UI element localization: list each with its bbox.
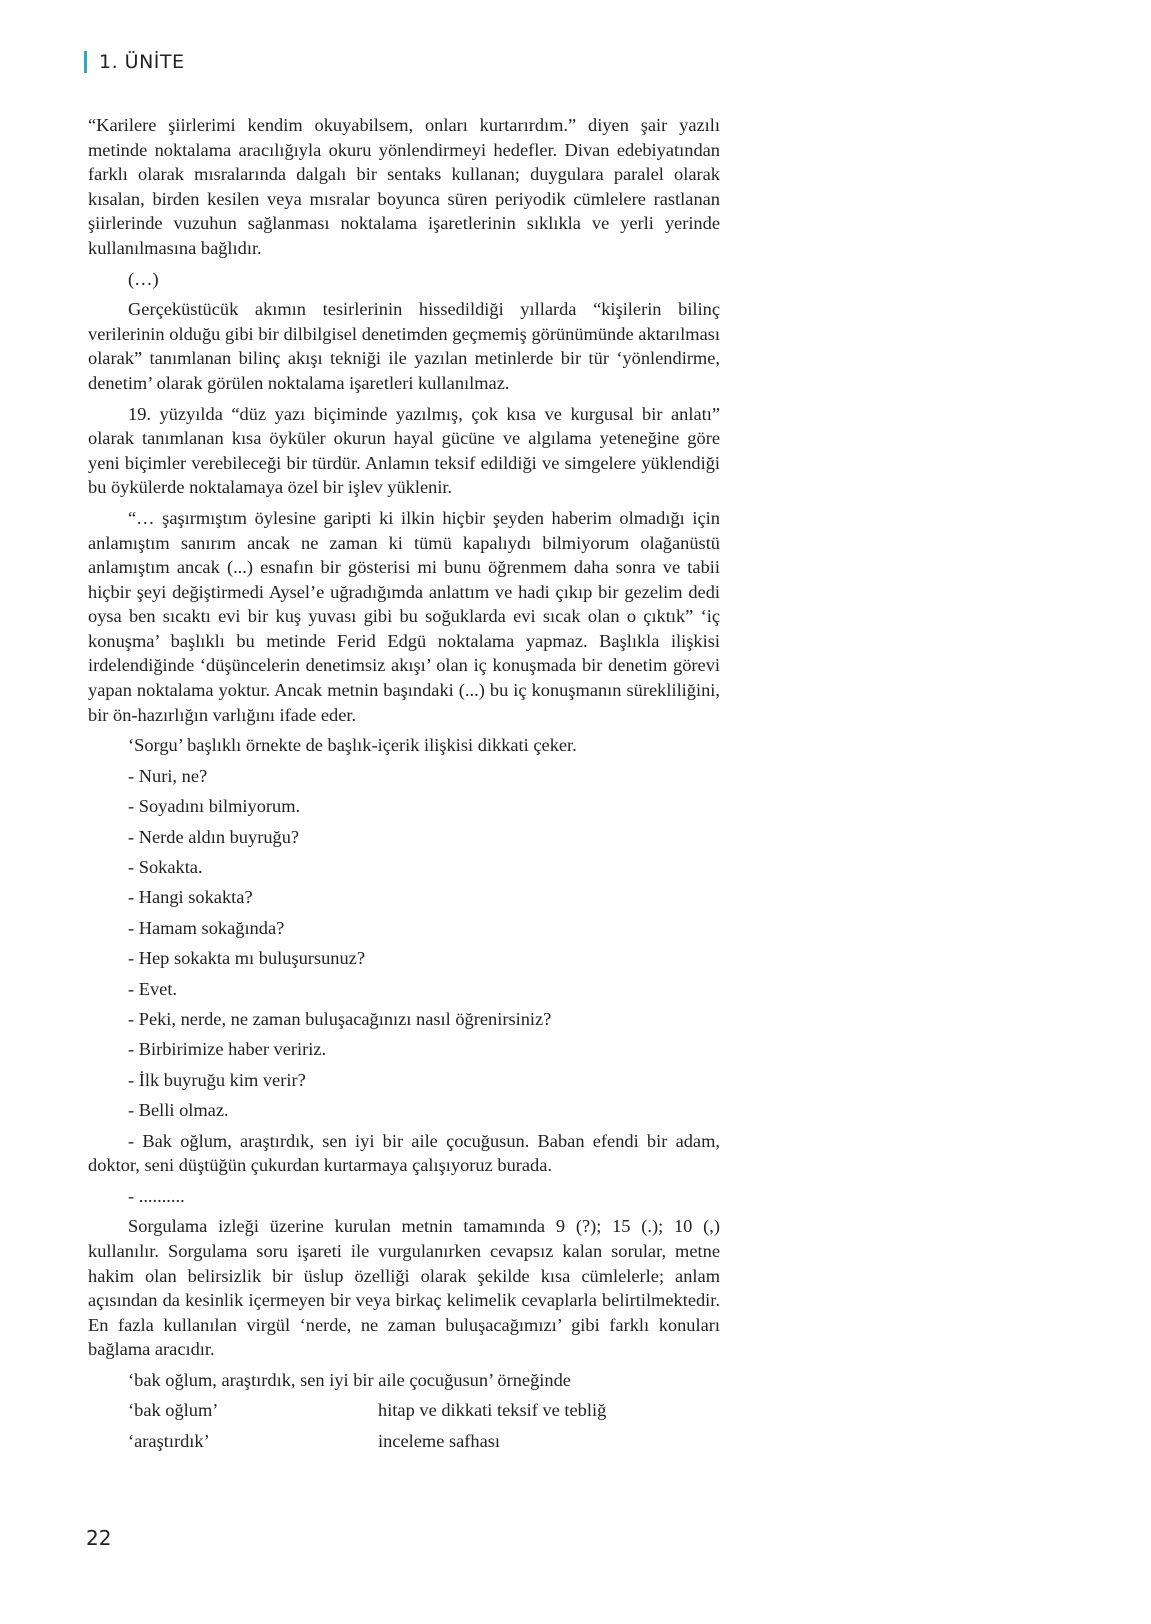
paragraph-1: “Karilere şiirlerimi kendim okuyabilsem, onları kurtarırdım.” diyen şair yazılı metinde noktalama aracılığıyla okuru yönlendirmeyi hedefler. Divan edebiyatından farklı olarak mısralarında dalgalı bir sentaks kullanan; duygulara paralel olarak kısalan, birden kesilen veya mısralar boyunca süren periyodik cümlelere rastlanan şiirlerinde vuzuhun sağlanması noktalama işaretlerinin sıklıkla ve yerli yerinde kullanılmasına bağlıdır. — [88, 115, 720, 258]
page-content — [88, 113, 720, 1459]
dialogue-long-line: - Bak oğlum, araştırdık, sen iyi bir aile çocuğusun. Baban efendi bir adam, doktor, seni düştüğün çukurdan kurtarmaya çalışıyoruz burada. — [88, 1130, 720, 1176]
paragraph-5: ‘Sorgu’ başlıklı örnekte de başlık-içerik ilişkisi dikkati çeker. — [128, 735, 577, 756]
dialogue-line: - Birbirimize haber veririz. — [128, 1039, 327, 1060]
dialogue-line: - Soyadını bilmiyorum. — [128, 796, 301, 817]
analysis-paragraph: Sorgulama izleği üzerine kurulan metnin tamamında 9 (?); 15 (.); 10 (,) kullanılır. Sorgulama soru işareti ile vurgulanırken cevapsız kalan sorular, metne hakim olan belirsizlik bir üslup özelliği olarak şekilde kısa cümlelerle; anlam açısından da kesinlik içermeyen bir veya birkaç kelimelik cevaplarla belirtilmektedir. En fazla kullanılan virgül ‘nerde, ne zaman buluşacağımızı’ gibi farklı konuları bağlama aracıdır. — [88, 1216, 720, 1360]
dialogue-line: - İlk buyruğu kim verir? — [128, 1069, 306, 1090]
dialogue-line: - Hep sokakta mı buluşursunuz? — [128, 948, 365, 969]
dialogue-line: - Nuri, ne? — [128, 765, 208, 786]
term: ‘bak oğlum’ — [128, 1400, 219, 1421]
dialogue-list — [88, 764, 720, 1122]
unit-header — [84, 50, 185, 74]
dialogue-line: - Evet. — [128, 978, 178, 999]
term-meaning: hitap ve dikkati teksif ve tebliğ — [378, 1400, 607, 1421]
term-pair — [88, 1429, 720, 1453]
dialogue-line: - Peki, nerde, ne zaman buluşacağınızı nasıl öğrenirsiniz? — [128, 1008, 552, 1029]
term-pair — [88, 1398, 720, 1422]
dialogue-line: - Sokakta. — [128, 857, 203, 878]
paragraph-2: Gerçeküstücük akımın tesirlerinin hissedildiği yıllarda “kişilerin bilinç verilerinin olduğu gibi bir dilbilgisel denetimden geçmemiş görünümünde aktarılması olarak” tanımlanan bilinç akışı tekniği ile yazılan metinlerde bir tür ‘yönlendirme, denetim’ olarak görülen noktalama işaretleri kullanılmaz. — [88, 299, 720, 393]
dialogue-line: - Hangi sokakta? — [128, 887, 253, 908]
paragraph-3: 19. yüzyılda “düz yazı biçiminde yazılmış, çok kısa ve kurgusal bir anlatı” olarak tanımlanan kısa öyküler okurun hayal gücüne ve algılama yeteneğine göre yeni biçimler verebileceği bir türdür. Anlamın teksif edildiği ve simgelere yüklendiği bu öykülerde noktalamaya özel bir işlev yüklenir. — [88, 403, 720, 498]
term: ‘araştırdık’ — [128, 1430, 210, 1451]
dialogue-line: - Belli olmaz. — [128, 1100, 229, 1121]
unit-title: 1. ÜNİTE — [99, 51, 185, 73]
dialogue-line: - Nerde aldın buyruğu? — [128, 826, 300, 847]
ellipsis-marker: (…) — [128, 268, 159, 289]
term-meaning: inceleme safhası — [378, 1430, 501, 1451]
paragraph-4: “… şaşırmıştım öylesine garipti ki ilkin hiçbir şeyden haberim olmadığı için anlamıştım sanırım ancak ne zaman ki tümü kapalıydı bilmiyorum olağanüstü anlamıştım ancak (...) esnafın bir gösterisi mi bunu öğrenmem daha sonra ve tabii hiçbir şeyi değiştirmedi Aysel’e uğradığımda anlattım ve hadi çıkıp bir gezelim dedi oysa ben sıcaktı evi bir kuş yuvası gibi bu soğuklarda evi sıcak olan o çıktık” ‘iç konuşma’ başlıklı bu metinde Ferid Edgü noktalama yapmaz. Başlıkla ilişkisi irdelendiğinde ‘düşüncelerin denetimsiz akışı’ olan iç konuşmada bir denetim görevi yapan noktalama yoktur. Ancak metnin başındaki (...) bu iç konuşmanın sürekliliğini, bir ön-hazırlığın varlığını ifade eder. — [88, 507, 720, 725]
page-number: 22 — [86, 1526, 112, 1550]
dialogue-end-line: - .......... — [128, 1185, 185, 1206]
dialogue-line: - Hamam sokağında? — [128, 917, 285, 938]
example-intro: ‘bak oğlum, araştırdık, sen iyi bir aile çocuğusun’ örneğinde — [128, 1369, 571, 1390]
header-accent-bar — [84, 51, 87, 73]
